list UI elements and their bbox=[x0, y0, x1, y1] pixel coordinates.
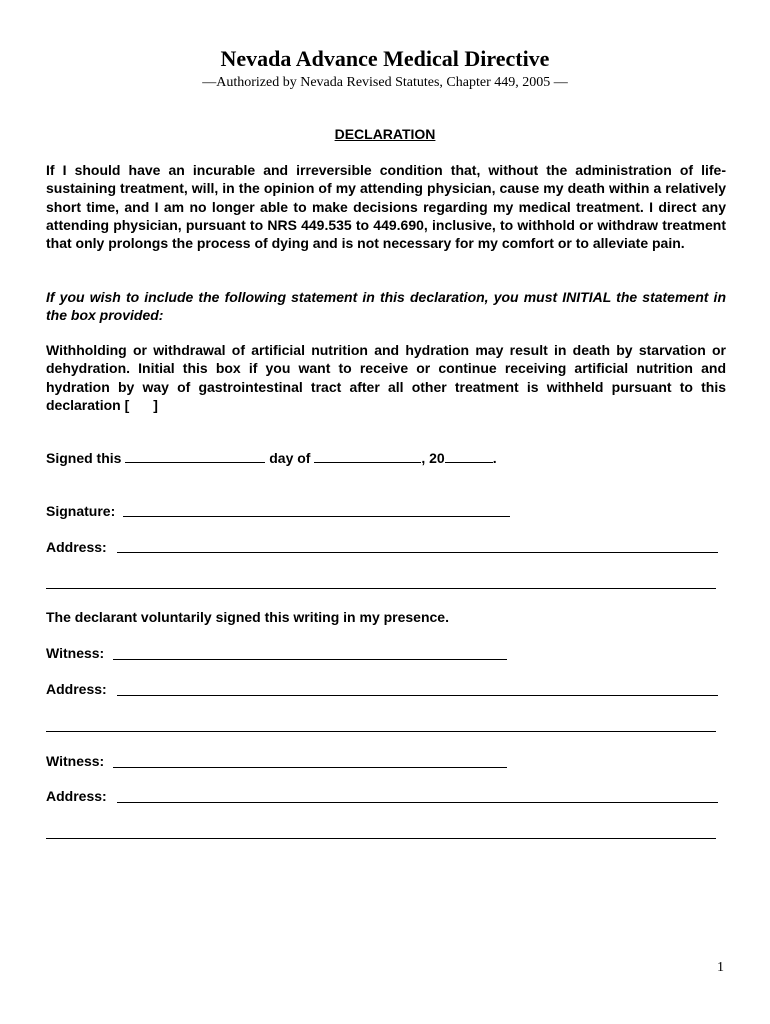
declarant-address-label: Address: bbox=[46, 539, 107, 555]
declaration-body: If I should have an incurable and irreversible condition that, without the administration of life-sustaining treatment, will, in the opinion of my attending physician, cause my death within a relatively short time, and I am no longer able to make decisions regarding my medical treatment. I direct any attending physician, pursuant to NRS 449.535 to 449.690, inclusive, to withhold or withdraw treatment that only prolongs the process of dying and is not necessary for my comfort or to alleviate pain. bbox=[46, 162, 726, 252]
signed-month-field[interactable] bbox=[314, 450, 421, 463]
witness-1-label: Witness: bbox=[46, 645, 105, 661]
nutrition-text: Withholding or withdrawal of artificial nutrition and hydration may result in death by starvation or dehydration. Initial this box if you want to receive or continue receiving artificial nutrition and hydration by way of gastrointestinal tract after all other treatment is withheld pursuant to this declaration [ bbox=[46, 342, 726, 413]
declarant-address-field-1[interactable] bbox=[117, 552, 718, 553]
witness-1-address-field-1[interactable] bbox=[117, 695, 718, 696]
signature-label: Signature: bbox=[46, 503, 116, 519]
witness-statement: The declarant voluntarily signed this writing in my presence. bbox=[46, 609, 449, 625]
witness-1-address-field-2[interactable] bbox=[46, 731, 716, 732]
witness-2-label: Witness: bbox=[46, 753, 105, 769]
page-number: 1 bbox=[717, 960, 724, 975]
day-of-label: day of bbox=[269, 450, 311, 466]
document-title: Nevada Advance Medical Directive bbox=[220, 46, 550, 71]
document-subtitle: —Authorized by Nevada Revised Statutes, Chapter 449, 2005 — bbox=[202, 75, 568, 90]
witness-2-field[interactable] bbox=[113, 767, 507, 768]
initial-box-close: ] bbox=[153, 396, 158, 413]
witness-2-address-field-2[interactable] bbox=[46, 838, 716, 839]
signed-year-field[interactable] bbox=[445, 450, 493, 463]
declarant-address-field-2[interactable] bbox=[46, 588, 716, 589]
signed-this-label: Signed this bbox=[46, 450, 122, 466]
signature-field[interactable] bbox=[123, 516, 510, 517]
witness-2-address-label: Address: bbox=[46, 788, 107, 804]
signed-date-line bbox=[46, 450, 497, 466]
year-suffix-label: . bbox=[492, 450, 497, 466]
initial-instruction: If you wish to include the following statement in this declaration, you must INITIAL the statement in the box provided: bbox=[46, 289, 726, 324]
witness-2-address-field-1[interactable] bbox=[117, 802, 718, 803]
witness-1-field[interactable] bbox=[113, 659, 507, 660]
witness-1-address-label: Address: bbox=[46, 681, 107, 697]
year-prefix-label: , 20 bbox=[421, 450, 445, 466]
declaration-heading: DECLARATION bbox=[334, 126, 436, 142]
signed-day-field[interactable] bbox=[125, 450, 265, 463]
nutrition-statement bbox=[46, 341, 726, 414]
